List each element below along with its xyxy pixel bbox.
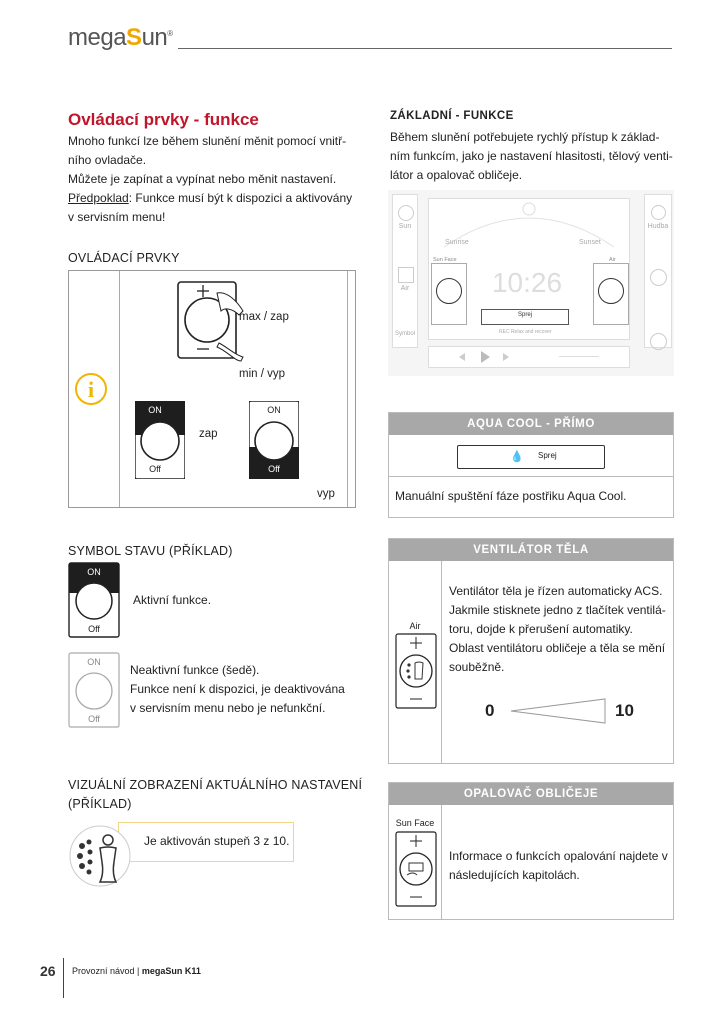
scale-max: 10 [615,701,634,720]
page-title: Ovládací prvky - funkce [68,110,259,129]
air-label: Air [409,621,421,631]
media-player-bar [428,346,630,368]
off-switch: ON Off [249,401,299,479]
body-fan-title: VENTILÁTOR TĚLA [389,539,673,561]
screen-right-bar: Hudba [644,194,672,348]
face-tanner-title: OPALOVAČ OBLIČEJE [389,783,673,805]
status-inactive-icon: ON Off [68,652,120,728]
basic-text: Během slunění potřebujete rychlý přístup k základ- ním funkcím, jako je nastavení hlasitosti, tělový venti- látor a opalovač obličeje. [390,130,673,182]
footer-text: Provozní návod | megaSun K11 [72,966,201,976]
aqua-cool-text: Manuální spuštění fáze postřiku Aqua Cool. [395,489,627,503]
face-tanner-panel [388,782,674,920]
play-icon [481,351,490,363]
visual-heading: VIZUÁLNÍ ZOBRAZENÍ AKTUÁLNÍHO NASTAVENÍ (PŘÍKLAD) [68,778,363,811]
sun-face-label: Sun Face [395,818,435,828]
next-icon [503,353,509,361]
prev-icon [459,353,465,361]
visual-text: Je aktivován stupeň 3 z 10. [144,834,290,848]
zap-label: zap [199,428,218,440]
body-fan-panel [388,538,674,764]
control-screen-illustration [388,190,674,376]
sun-icon [398,205,414,221]
screen-left-bar: Sun Air Symbol [392,194,418,348]
fan-icon [398,267,414,283]
on-switch-active: ON Off [135,401,185,479]
screen-air-control [593,263,629,325]
face-tanner-text: Informace o funkcích opalování najdete v následujících kapitolách. [449,849,668,882]
screen-display: Sunrise Sunset Sun Face Air 10:26 Sprej REC Relax and recover [428,198,630,340]
status-heading: SYMBOL STAVU (PŘÍKLAD) [68,544,233,558]
aqua-cool-panel [388,412,674,518]
page-number: 26 [40,963,56,979]
air-control-icon [395,633,437,709]
vyp-label: vyp [317,488,335,500]
sun-face-control-icon [395,831,437,907]
info-icon [74,372,108,406]
aqua-cool-title: AQUA COOL - PŘÍMO [389,413,673,435]
header-rule [178,48,672,49]
volume-slider [559,356,599,357]
stop-button-icon [650,333,667,350]
sprej-button: 💧 Sprej [457,445,605,469]
intro-text: Mnoho funkcí lze během slunění měnit pomocí vnitř- ního ovladače. Můžete je zapínat a vypínat nebo měnit nastavení. Předpoklad: Funkce musí být k dispozici a aktivovány v servisním menu! [68,134,353,224]
brand-logo: megaSun® [68,24,173,51]
footer-divider [63,958,64,998]
body-fan-text: Ventilátor těla je řízen automaticky ACS. Jakmile stisknete jedno z tlačítek ventilá- toru, dojde k přerušení automatiky. Oblast ventilátoru obličeje a těla se mění souběžně. [449,584,666,674]
controls-heading: OVLÁDACÍ PRVKY [68,251,180,265]
inactive-text: Neaktivní funkce (šedě). Funkce není k dispozici, je deaktivována v servisním menu nebo je nefunkční. [130,663,345,715]
basic-heading: ZÁKLADNÍ - FUNKCE [390,110,514,122]
music-icon [651,205,666,220]
active-text: Aktivní funkce. [133,593,212,607]
status-active-icon: ON Off [68,562,120,638]
min-label: min / vyp [239,368,286,380]
level-wedge-icon [509,697,609,725]
scale-min: 0 [485,701,495,720]
max-label: max / zap [239,311,289,323]
screen-sunface-control [431,263,467,325]
screen-time: 10:26 [491,267,563,298]
body-fan-level-icon [68,824,132,888]
round-button-icon [650,269,667,286]
controls-panel [68,270,356,508]
screen-sprej-button: Sprej [481,309,569,325]
drops-icon: 💧 [510,451,524,463]
svg-text:i: i [87,377,95,402]
